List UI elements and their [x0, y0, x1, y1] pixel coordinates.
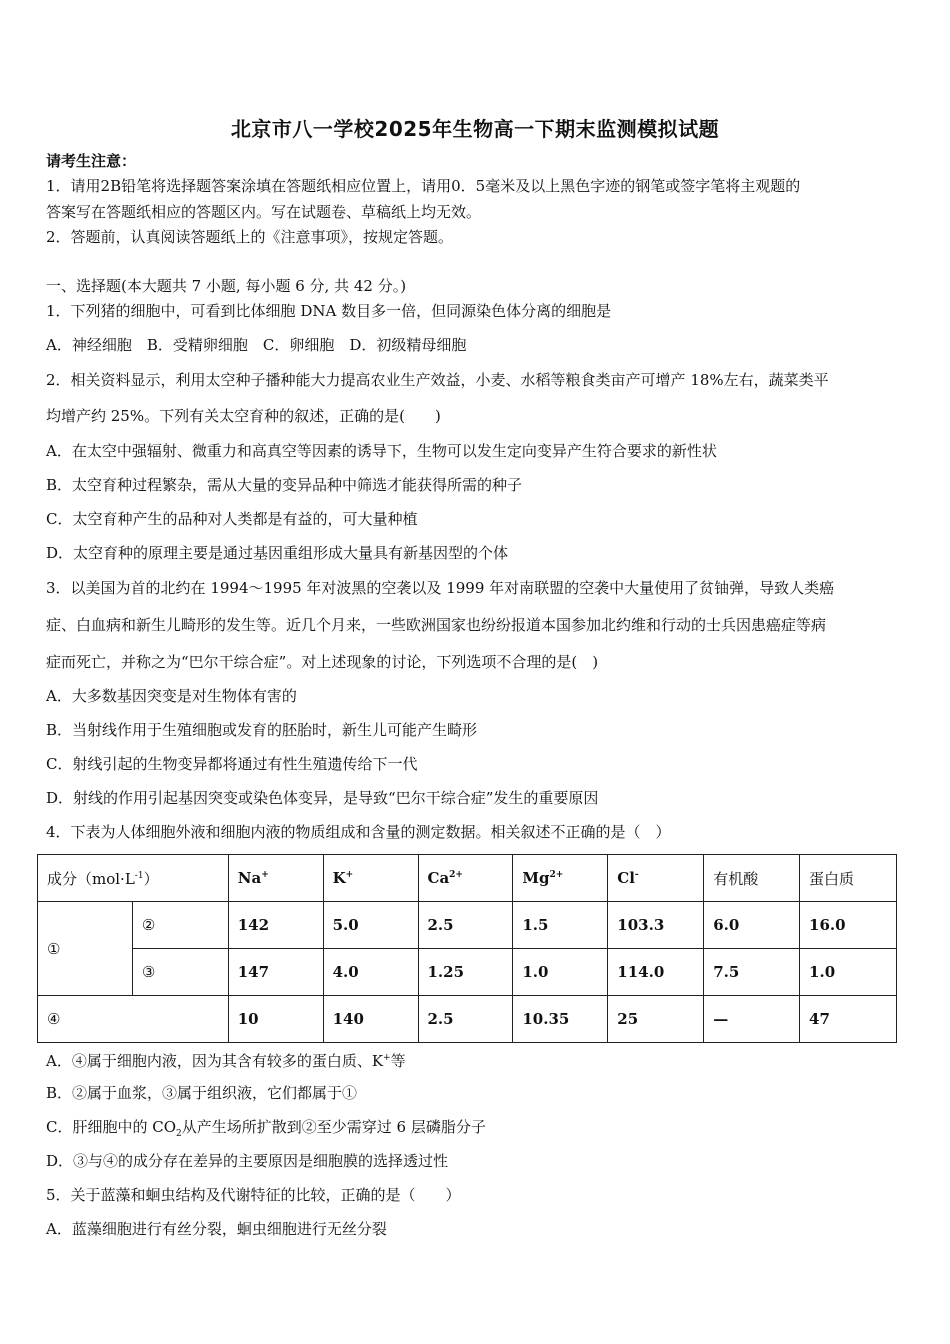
table-cell: 6.0	[704, 902, 800, 949]
q4-option-c: C．肝细胞中的 $CO_2$从产生场所扩散到②至少需穿过 6 层磷脂分子	[46, 1118, 486, 1139]
header-component: 成分$(mol\cdot L^{-1})$	[38, 855, 229, 902]
q1-stem: 1．下列猪的细胞中，可看到比体细胞 DNA 数目多一倍，但同源染色体分离的细胞是	[46, 302, 612, 320]
q1-options: A．神经细胞 B．受精卵细胞 C．卵细胞 D．初级精母细胞	[46, 336, 467, 354]
q3-stem-1: 3．以美国为首的北约在 1994～1995 年对波黑的空袭以及 1999 年对南联盟的空袭中大量使用了贫铀弹，导致人类癌	[46, 579, 835, 597]
exam-title: 北京市八一学校2025年生物高一下期末监测模拟试题	[230, 117, 720, 141]
table-cell: 103.3	[608, 902, 704, 949]
table-cell: 10.35	[513, 996, 608, 1043]
header-na: Na+	[228, 855, 323, 902]
table-cell: 7.5	[704, 949, 800, 996]
q3-option-c: C．射线引起的生物变异都将通过有性生殖遗传给下一代	[46, 755, 418, 773]
group-1-label: ①	[38, 902, 133, 996]
row-label: ③	[132, 949, 228, 996]
q2-stem-2: 均增产约 25%。下列有关太空育种的叙述，正确的是( )	[46, 407, 441, 425]
table-cell: 5.0	[323, 902, 418, 949]
composition-table	[37, 854, 897, 1043]
table-cell: —	[704, 996, 800, 1043]
notice-line-2: 答案写在答题纸相应的答题区内。写在试题卷、草稿纸上均无效。	[46, 203, 482, 221]
table-row	[38, 996, 897, 1043]
table-cell: 114.0	[608, 949, 704, 996]
q2-option-a: A．在太空中强辐射、微重力和高真空等因素的诱导下，生物可以发生定向变异产生符合要求的新性状	[46, 442, 717, 460]
q2-stem-1: 2．相关资料显示，利用太空种子播种能大力提高农业生产效益，小麦、水稻等粮食类亩产可增产 18%左右，蔬菜类平	[46, 371, 829, 389]
table-cell: 140	[323, 996, 418, 1043]
table-cell: 1.0	[800, 949, 897, 996]
header-cl: Cl-	[608, 855, 704, 902]
notice-heading: 请考生注意：	[46, 152, 137, 170]
q5-stem: 5．关于蓝藻和蛔虫结构及代谢特征的比较，正确的是（ ）	[46, 1186, 461, 1204]
q4-option-d: D．③与④的成分存在差异的主要原因是细胞膜的选择透过性	[46, 1152, 449, 1170]
table-cell: 16.0	[800, 902, 897, 949]
q3-option-d: D．射线的作用引起基因突变或染色体变异，是导致“巴尔干综合症”发生的重要原因	[46, 789, 599, 807]
notice-line-1: 1．请用2B铅笔将选择题答案涂填在答题纸相应位置上，请用0．5毫米及以上黑色字迹的钢笔或签字笔将主观题的	[46, 177, 801, 195]
section-heading: 一、选择题(本大题共 7 小题, 每小题 6 分, 共 42 分。)	[46, 277, 407, 295]
q3-option-a: A．大多数基因突变是对生物体有害的	[46, 687, 297, 705]
table-cell: 10	[228, 996, 323, 1043]
header-protein: 蛋白质	[800, 855, 897, 902]
q5-option-a: A．蓝藻细胞进行有丝分裂，蛔虫细胞进行无丝分裂	[46, 1220, 387, 1238]
table-cell: 1.25	[418, 949, 513, 996]
row-label: ④	[38, 996, 229, 1043]
table-cell: 4.0	[323, 949, 418, 996]
header-k: K+	[323, 855, 418, 902]
q2-option-b: B．太空育种过程繁杂，需从大量的变异品种中筛选才能获得所需的种子	[46, 476, 523, 494]
notice-line-3: 2．答题前，认真阅读答题纸上的《注意事项》，按规定答题。	[46, 228, 454, 246]
table-header-row	[38, 855, 897, 902]
q4-stem: 4．下表为人体细胞外液和细胞内液的物质组成和含量的测定数据。相关叙述不正确的是（ ）	[46, 823, 671, 841]
q2-option-d: D．太空育种的原理主要是通过基因重组形成大量具有新基因型的个体	[46, 544, 509, 562]
table-cell: 1.5	[513, 902, 608, 949]
table-cell: 2.5	[418, 902, 513, 949]
table-cell: 147	[228, 949, 323, 996]
row-label: ②	[132, 902, 228, 949]
q3-option-b: B．当射线作用于生殖细胞或发育的胚胎时，新生儿可能产生畸形	[46, 721, 478, 739]
q3-stem-3: 症而死亡，并称之为“巴尔干综合症”。对上述现象的讨论，下列选项不合理的是( )	[46, 653, 599, 671]
table-row	[38, 949, 897, 996]
table-cell: 2.5	[418, 996, 513, 1043]
q4-option-a: A．④属于细胞内液，因为其含有较多的蛋白质、K+等	[46, 1052, 406, 1070]
header-mg: $Mg^{2+}$	[513, 855, 608, 902]
header-organic-acid: 有机酸	[704, 855, 800, 902]
table-row	[38, 902, 897, 949]
q3-stem-2: 症、白血病和新生儿畸形的发生等。近几个月来，一些欧洲国家也纷纷报道本国参加北约维和行动的士兵因患癌症等病	[46, 616, 827, 634]
header-ca: $Ca^{2+}$	[418, 855, 513, 902]
q4-option-b: B．②属于血浆，③属于组织液，它们都属于①	[46, 1084, 358, 1102]
table-cell: 142	[228, 902, 323, 949]
table-cell: 1.0	[513, 949, 608, 996]
table-cell: 47	[800, 996, 897, 1043]
q2-option-c: C．太空育种产生的品种对人类都是有益的，可大量种植	[46, 510, 418, 528]
table-cell: 25	[608, 996, 704, 1043]
